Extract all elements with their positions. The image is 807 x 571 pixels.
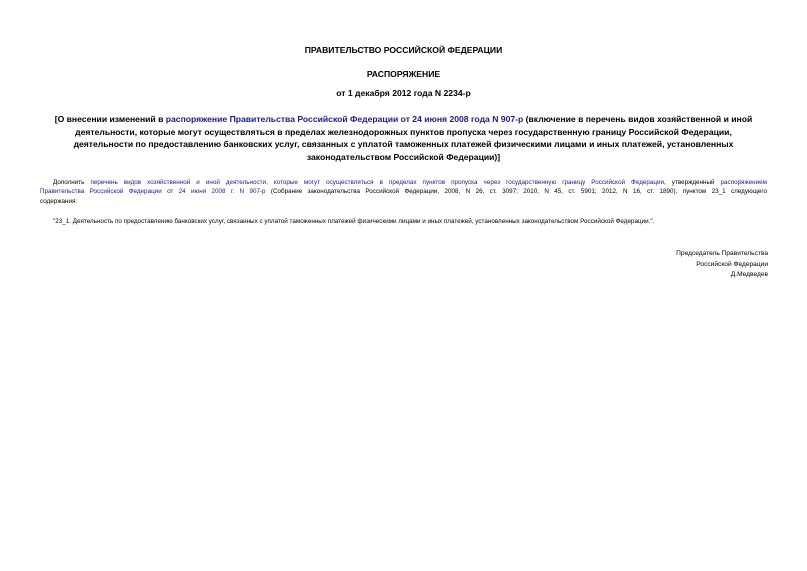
- p1-prefix: Дополнить: [53, 179, 91, 186]
- p1-suffix: (Собрание законодательства Российской Федерации, 2008, N 26, ст. 3097; 2010, N 45, ст. 5901; 2012, N 16, ст. 1890), пунктом 23_1 следующего: [265, 188, 767, 196]
- title-line-2: деятельности, которые могут осуществляться в пределах железнодорожных пунктов пропуска через государственную границу Российской Федерации,: [75, 126, 732, 137]
- date-number-heading: от 1 декабря 2012 года N 2234-р: [336, 88, 471, 98]
- document-title: [40, 113, 767, 163]
- body-paragraph-2: [40, 217, 767, 226]
- title-link-order-907[interactable]: распоряжение Правительства Российской Федерации от 24 июня 2008 года N 907-р: [165, 114, 524, 124]
- p1-line-2: [40, 187, 767, 196]
- title-prefix: [О внесении изменений в: [54, 114, 166, 124]
- link-order-907-b[interactable]: Правительства Российской Федерации от 24 июня 2008 г. N 907-р: [40, 188, 266, 196]
- link-order-907-a[interactable]: распоряжением: [720, 179, 767, 186]
- title-line-4: законодательством Российской Федерации)]: [306, 151, 501, 162]
- title-line-3: деятельности по предоставлению банковских услуг, связанных с уплатой таможенных платежей физическими лицами и иных платежей, установленных: [73, 139, 734, 149]
- signature-name: Д.Медведев: [730, 271, 768, 278]
- title-suffix: (включение в перечень видов хозяйственной и иной: [523, 114, 753, 124]
- link-activities-list[interactable]: перечень видов хозяйственной и иной деятельности, которые могут осуществляться в пределах пунктов пропуска через государственную границу Российской Федерации: [90, 179, 665, 186]
- organization-heading: ПРАВИТЕЛЬСТВО РОССИЙСКОЙ ФЕДЕРАЦИИ: [304, 45, 503, 55]
- p1-line-1: [40, 178, 767, 187]
- p2-text: "23_1. Деятельность по предоставлению банковских услуг, связанных с уплатой таможенных платежей физическими лицами и иных платежей, установленных законодательством Российской Федерации.".: [53, 218, 655, 225]
- body-paragraph-1: [40, 178, 767, 206]
- signature-country: Российской Федерации: [696, 260, 768, 268]
- p1-line-3: содержания:: [40, 197, 78, 205]
- title-line-1: [40, 113, 767, 126]
- signature-position: Председатель Правительства: [676, 250, 768, 257]
- p1-middle: , утвержденный: [664, 179, 721, 186]
- signature-block: [676, 249, 768, 281]
- document-type-heading: РАСПОРЯЖЕНИЕ: [366, 69, 441, 79]
